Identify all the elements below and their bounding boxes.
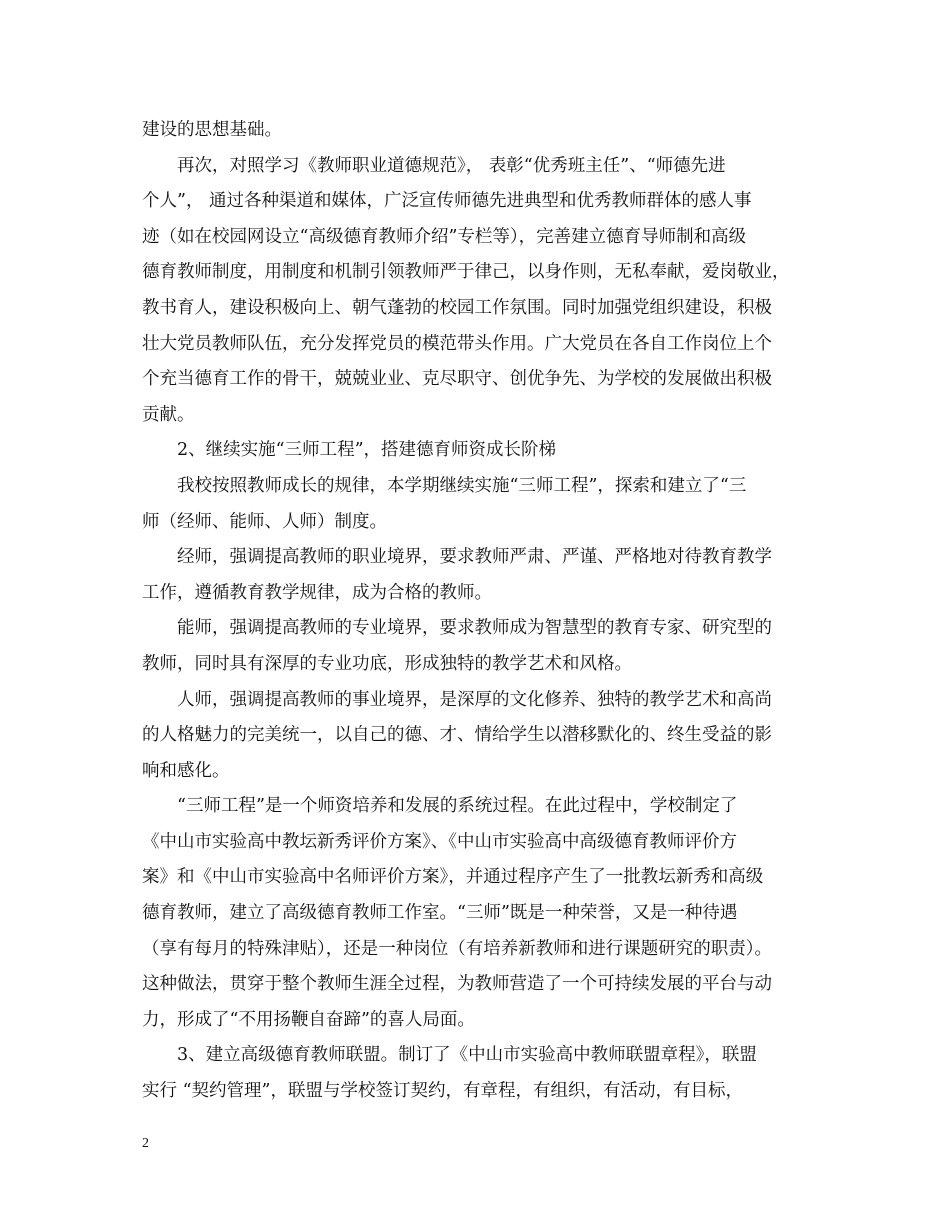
text-line: 这种做法，贯穿于整个教师生涯全过程，为教师营造了一个可持续发展的平台与动 <box>142 974 772 995</box>
text-line: 《中山市实验高中教坛新秀评价方案》、《中山市实验高中高级德育教师评价方 <box>142 831 737 852</box>
text-line: 个充当德育工作的骨干，兢兢业业、克尽职守、创优争先、为学校的发展做出积极 <box>142 369 772 390</box>
text-line: 德育教师，建立了高级德育教师工作室。“三师”既是一种荣誉，又是一种待遇 <box>142 903 738 924</box>
text-line: 案》和《中山市实验高中名师评价方案》，并通过程序产生了一批教坛新秀和高级 <box>142 867 764 888</box>
text-line: 我校按照教师成长的规律，本学期继续实施“三师工程”，探索和建立了“三 <box>177 475 747 496</box>
text-line: （享有每月的特殊津贴），还是一种岗位（有培养新教师和进行课题研究的职责）。 <box>142 938 772 959</box>
text-line: 经师，强调提高教师的职业境界，要求教师严肃、严谨、严格地对待教育教学 <box>177 547 772 568</box>
text-line: 能师，强调提高教师的专业境界，要求教师成为智慧型的教育专家、研究型的 <box>177 618 772 639</box>
text-line: 建设的思想基础。 <box>142 120 282 140</box>
text-line: 教书育人，建设积极向上、朝气蓬勃的校园工作氛围。同时加强党组织建设，积极 <box>142 297 772 318</box>
text-line: 工作，遵循教育教学规律，成为合格的教师。 <box>142 582 492 603</box>
text-line: “三师工程”是一个师资培养和发展的系统过程。在此过程中，学校制定了 <box>177 796 738 817</box>
text-line: 贡献。 <box>142 404 195 425</box>
text-line: 迹（如在校园网设立“高级德育教师介绍”专栏等），完善建立德育导师制和高级 <box>142 226 747 247</box>
text-line: 力，形成了“不用扬鞭自奋蹄”的喜人局面。 <box>142 1009 475 1030</box>
text-line: 壮大党员教师队伍，充分发挥党员的模范带头作用。广大党员在各自工作岗位上个 <box>142 333 772 354</box>
text-line: 人师，强调提高教师的事业境界，是深厚的文化修养、独特的教学艺术和高尚 <box>177 689 772 710</box>
text-line: 的人格魅力的完美统一，以自己的德、才、情给学生以潜移默化的、终生受益的影 <box>142 725 772 746</box>
text-line: 教师，同时具有深厚的专业功底，形成独特的教学艺术和风格。 <box>142 653 632 674</box>
text-line: 实行 “契约管理”，联盟与学校签订契约，有章程，有组织，有活动，有目标， <box>142 1081 743 1102</box>
page-number: 2 <box>142 1136 149 1151</box>
text-line: 德育教师制度，用制度和机制引领教师严于律己，以身作则，无私奉献，爱岗敬业， <box>142 262 790 283</box>
text-line: 3、建立高级德育教师联盟。制订了《中山市实验高中教师联盟章程》，联盟 <box>177 1045 757 1066</box>
body-text <box>142 113 808 1110</box>
text-line: 响和感化。 <box>142 760 230 781</box>
text-line: 师（经师、能师、人师）制度。 <box>142 511 387 532</box>
text-line: 再次，对照学习《教师职业道德规范》， 表彰“优秀班主任”、“师德先进 <box>177 155 726 176</box>
text-line: 2、继续实施“三师工程”，搭建德育师资成长阶梯 <box>177 440 557 461</box>
text-line: 个人”， 通过各种渠道和媒体，广泛宣传师德先进典型和优秀教师群体的感人事 <box>142 191 752 212</box>
